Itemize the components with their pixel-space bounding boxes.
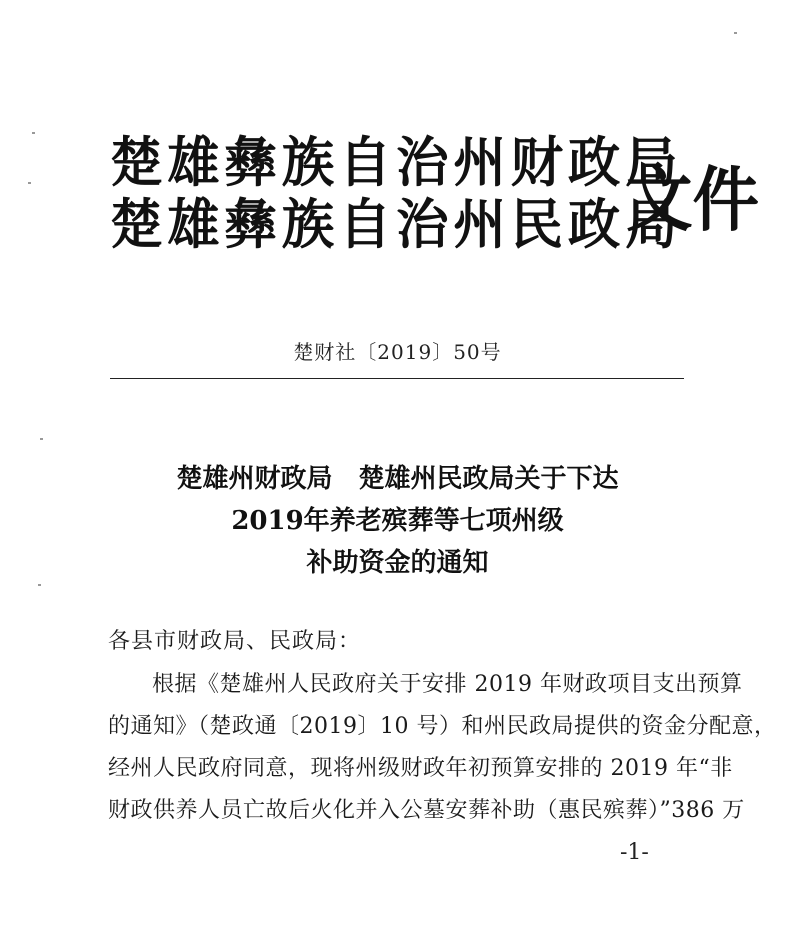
document-number: 楚财社〔2019〕50号 (293, 340, 502, 364)
scan-speck (40, 438, 43, 440)
issuing-agency-finance: 楚雄彝族自治州财政局 (110, 130, 683, 194)
body-line: 的通知》（楚政通〔2019〕10 号）和州民政局提供的资金分配意， (108, 714, 777, 739)
title-line-2: 2019年养老殡葬等七项州级 (231, 506, 564, 536)
scan-speck (38, 584, 41, 586)
title-line-1: 楚雄州财政局 楚雄州民政局关于下达 (176, 464, 619, 494)
issuing-agency-civil-affairs: 楚雄彝族自治州民政局 (110, 192, 683, 256)
scan-speck (28, 182, 31, 184)
title-line-3: 补助资金的通知 (306, 548, 489, 578)
scan-speck (32, 132, 35, 134)
salutation: 各县市财政局、民政局： (108, 629, 362, 654)
scan-speck (734, 32, 737, 34)
header-divider (110, 378, 684, 379)
body-line: 经州人民政府同意，现将州级财政年初预算安排的 2019 年“非 (108, 756, 733, 781)
document-label: 文件 (626, 158, 759, 241)
page-number: -1- (620, 840, 649, 865)
body-line: 根据《楚雄州人民政府关于安排 2019 年财政项目支出预算 (152, 672, 743, 697)
body-line: 财政供养人员亡故后火化并入公墓安葬补助（惠民殡葬）”386 万 (108, 798, 745, 823)
